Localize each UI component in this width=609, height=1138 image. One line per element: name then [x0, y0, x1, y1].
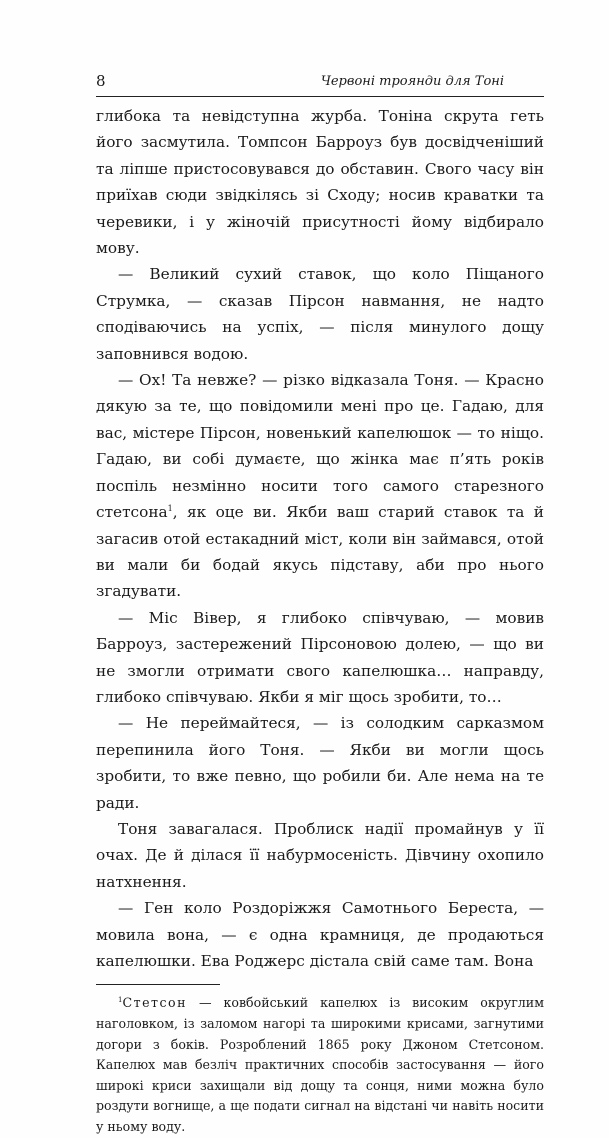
page-number: 8	[96, 72, 106, 90]
paragraph: — Великий сухий ставок, що коло Піщаного Струмка, — сказав Пірсон навмання, не надто сподіваючись на успіх, — після минулого дощу заповнився водою.	[96, 265, 544, 363]
paragraph	[96, 367, 544, 605]
footnote-term: Стетсон	[122, 995, 188, 1011]
running-title: Червоні троянди для Тоні	[320, 74, 504, 89]
body-text	[96, 103, 544, 974]
paragraph: Тоня завагалася. Проблиск надії промайнув у її очах. Де й ділася її набурмосеність. Дівчину охопило натхнення.	[96, 819, 544, 891]
footnote	[96, 993, 544, 1137]
footnote-divider	[96, 984, 220, 985]
paragraph: — Не переймайтеся, — із солодким сарказмом перепинила його Тоня. — Якби ви могли щось зробити, то вже певно, що робили би. Але нема на те ради.	[96, 714, 544, 812]
paragraph-text: , як оце ви. Якби ваш старий ставок та й загасив отой естакадний міст, коли він займався, отой ви мали би бодай якусь підставу, аби про нього згадувати.	[96, 503, 544, 601]
footnote-reference[interactable]: 1	[167, 504, 173, 513]
footnote-mark: 1	[118, 996, 123, 1005]
paragraph: глибока та невідступна журба. Тоніна скрута геть його засмутила. Томпсон Барроуз був досвідченіший та ліпше пристосовувався до обставин. Свого часу він приїхав сюди звідкілясь зі Сходу; носив краватки та черевики, і у жіночій присутності йому відбирало мову.	[96, 107, 544, 258]
running-header	[96, 70, 544, 97]
book-page	[96, 70, 544, 1138]
footnote-text: — ковбойський капелюх із високим округлим наголовком, із заломом нагорі та широкими крисами, загнутими догори з боків. Розроблений 1865 року Джоном Стетсоном. Капелюх мав безліч практичних способів застосування — його широкі криси захищали від дощу та сонця, ними можна було роздути вогнище, а ще подати сигнал на відстані чи навіть носити у ньому воду.	[96, 995, 544, 1134]
paragraph: — Міс Вівер, я глибоко співчуваю, — мовив Барроуз, застережений Пірсоновою долею, — що ви не змогли отримати свого капелюшка… направду, глибоко співчуваю. Якби я міг щось зробити, то…	[96, 608, 544, 706]
paragraph-text: — Ох! Та невже? — різко відказала Тоня. — Красно дякую за те, що повідомили мені про це. Гадаю, для вас, містере Пірсон, новенький капелюшок — то ніщо. Гадаю, ви собі думаєте, що жінка має п’ять років поспіль незмінно носити того самого старезного стетсона	[96, 371, 544, 522]
paragraph: — Ген коло Роздоріжжя Самотнього Береста, — мовила вона, — є одна крамниця, де продаються капелюшки. Ева Роджерс дістала свій саме там. Вона	[96, 899, 544, 970]
